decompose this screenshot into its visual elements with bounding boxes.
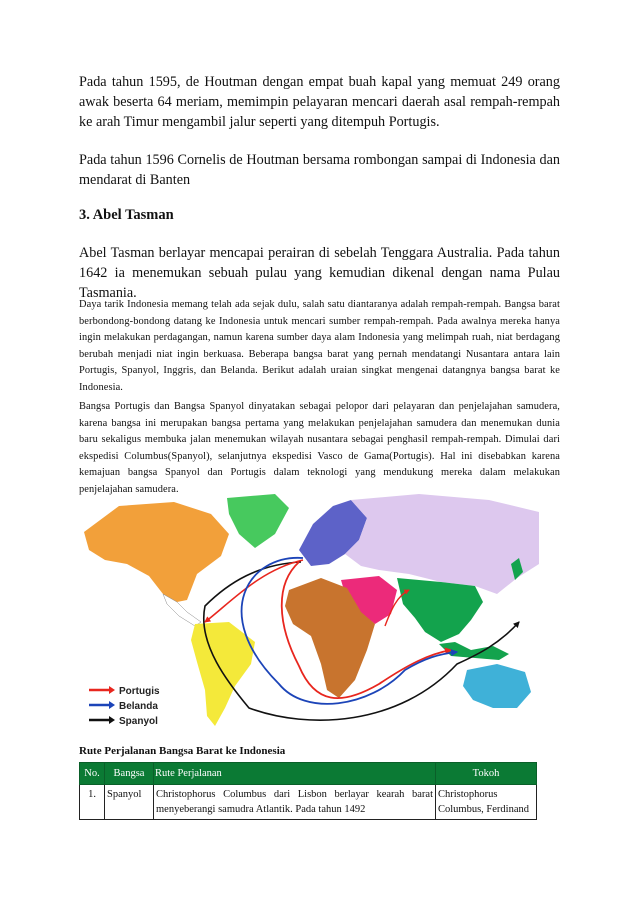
map-legend	[89, 686, 160, 727]
header-bangsa: Bangsa	[105, 763, 154, 785]
header-rute: Rute Perjalanan	[154, 763, 436, 785]
world-route-map	[79, 494, 540, 739]
cell-no: 1.	[80, 785, 105, 820]
table-caption: Rute Perjalanan Bangsa Barat ke Indonesia	[79, 745, 286, 757]
australia-shape	[463, 664, 531, 708]
legend-belanda-label: Belanda	[119, 701, 158, 712]
section-heading-abel-tasman: 3. Abel Tasman	[79, 207, 174, 223]
south-asia-shape	[397, 578, 483, 642]
paragraph-abel-tasman: Abel Tasman berlayar mencapai perairan di sebelah Tenggara Australia. Pada tahun 1642 ia menemukan sebuah pulau yang kemudian dikenal dengan nama Pulau Tasmania.	[79, 245, 560, 301]
north-america-shape	[84, 502, 229, 602]
table-row	[80, 785, 537, 820]
legend-portugis-label: Portugis	[119, 686, 160, 697]
cell-bangsa: Spanyol	[105, 785, 154, 820]
header-no: No.	[80, 763, 105, 785]
paragraph-daya-tarik: Daya tarik Indonesia memang telah ada sejak dulu, salah satu diantaranya adalah rempah-rempah. Bangsa barat berbondong-bondong datang ke Indonesia untuk mencari sumber rempah-rempah. Pada awalnya mereka hanya ingin melakukan perdagangan, namun karena sumber daya alam Indonesia yang melimpah ruah, niat berdagang berubah menjadi niat ingin berkuasa. Beberapa bangsa barat yang pernah mendatangi Nusantara antara lain Portugis, Spanyol, Inggris, dan Belanda. Berikut adalah uraian singkat mengenai datangnya bangsa barat ke Indonesia.	[79, 299, 560, 393]
legend-spanyol-label: Spanyol	[119, 716, 158, 727]
paragraph-houtman-1595: Pada tahun 1595, de Houtman dengan empat buah kapal yang memuat 249 orang awak beserta 64 meriam, memimpin pelayaran mencari daerah asal rempah-rempah ke arah Timur mengambil jalur seperti yang ditempuh Portugis.	[79, 74, 560, 130]
paragraph-houtman-1596: Pada tahun 1596 Cornelis de Houtman bersama rombongan sampai di Indonesia dan mendarat di Banten	[79, 152, 560, 188]
paragraph-pelopor: Bangsa Portugis dan Bangsa Spanyol dinyatakan sebagai pelopor dari pelayaran dan penjelajahan samudera, karena bangsa ini merupakan bangsa pertama yang melakukan penjelajahan samudera dan menemukan dunia baru sekaligus membuka jalan menemukan wilayah nusantara sebagai penghasil rempah-rempah. Dimulai dari ekspedisi Columbus(Spanyol), selanjutnya ekspedisi Vasco de Gama(Portugis). Hal ini disebabkan karena kemajuan bangsa Spanyol dan Portugis dalam teknologi yang mendukung mereka dalam melakukan penjelajahan samudera.	[79, 401, 560, 495]
route-table	[79, 762, 537, 820]
cell-rute: Christophorus Columbus dari Lisbon berlayar kearah barat menyeberangi samudra Atlantik. Pada tahun 1492	[154, 785, 436, 820]
table-header-row	[80, 763, 537, 785]
header-tokoh: Tokoh	[436, 763, 537, 785]
greenland-shape	[227, 494, 289, 548]
cell-tokoh: Christophorus Columbus, Ferdinand	[436, 785, 537, 820]
